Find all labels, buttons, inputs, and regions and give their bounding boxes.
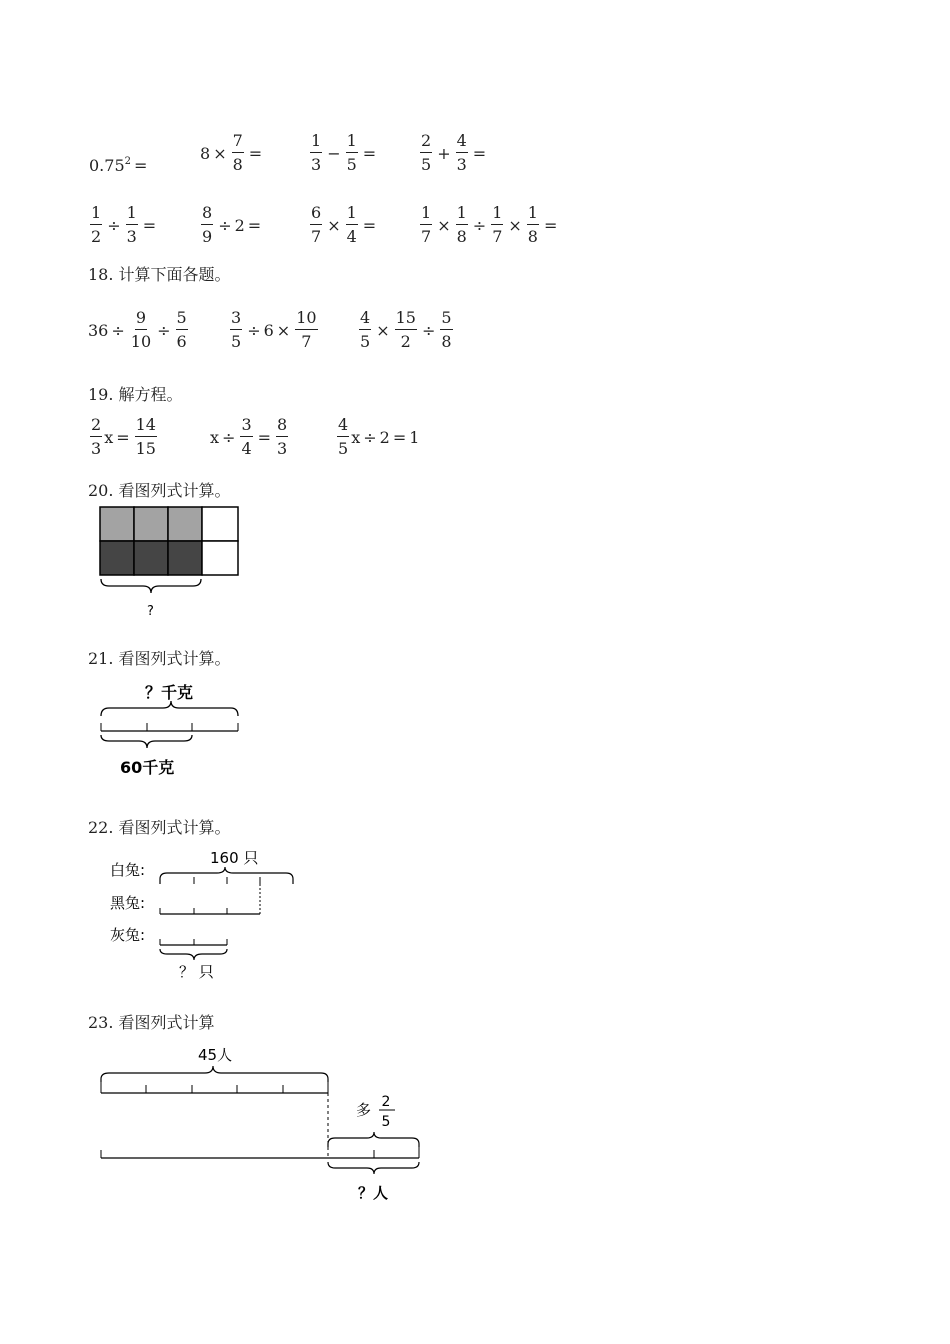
q21-title: 21. 看图列式计算。: [88, 649, 231, 668]
q23-more-label: 多: [356, 1101, 372, 1119]
expr-r2-3: $\frac{6}{7}$ × $\frac{1}{4}$ =: [311, 203, 377, 246]
q22-title: 22. 看图列式计算。: [88, 818, 231, 837]
q23-diagram: [95, 1040, 435, 1210]
q18-title: 18. 计算下面各题。: [88, 265, 231, 284]
expr-r2-1: $\frac{1}{2}$ ÷ $\frac{1}{3}$ =: [91, 203, 157, 246]
q18-expr-3: $\frac{4}{5}$ × $\frac{15}{2}$ ÷ $\frac{5}{8}$: [360, 308, 452, 351]
q23-top-label: 45人: [198, 1046, 233, 1064]
q20-title: 20. 看图列式计算。: [88, 481, 231, 500]
q21-diagram: [95, 678, 255, 783]
q19-title: 19. 解方程。: [88, 385, 183, 404]
q21-top-label: ？千克: [145, 683, 194, 702]
q22-top-label: 160 只: [210, 849, 259, 867]
q23-frac-denominator: 5: [381, 1114, 391, 1130]
q19-expr-1: $\frac{2}{3}$ x = $\frac{14}{15}$: [91, 415, 156, 458]
q23-title: 23. 看图列式计算: [88, 1013, 215, 1032]
expr-r1-2: 8 × $\frac{7}{8}$ =: [200, 131, 263, 174]
q19-expr-2: x ÷ $\frac{3}{4}$ = $\frac{8}{3}$: [210, 415, 288, 458]
q22-white-label: 白兔:: [110, 861, 146, 879]
q23-frac-numerator: 2: [381, 1094, 391, 1110]
expr-r1-3: $\frac{1}{3}$ − $\frac{1}{5}$ =: [311, 131, 377, 174]
q23-bottom-label: ？人: [358, 1184, 389, 1202]
q21-bottom-label: 60千克: [120, 758, 175, 777]
q22-diagram: [105, 846, 305, 986]
q22-grey-label: 灰兔:: [110, 926, 146, 944]
q22-bottom-label: ？ 只: [179, 963, 214, 981]
expr-r1-1: 0.75 $^2$ =: [89, 156, 148, 175]
q22-black-label: 黑兔:: [110, 894, 146, 912]
expr-r1-4: $\frac{2}{5}$ + $\frac{4}{3}$ =: [421, 131, 487, 174]
expr-r2-2: $\frac{8}{9}$ ÷ 2 =: [202, 203, 262, 246]
q18-expr-2: $\frac{3}{5}$ ÷ 6 × $\frac{10}{7}$: [231, 308, 317, 351]
q20-question: ?: [147, 604, 154, 619]
q18-expr-1: 36 ÷ $\frac{9}{10}$ ÷ $\frac{5}{6}$: [88, 308, 187, 351]
expr-r2-4: $\frac{1}{7}$ × $\frac{1}{8}$ ÷ $\frac{1}{7}$ × $\frac{1}{8}$ =: [421, 203, 558, 246]
q19-expr-3: $\frac{4}{5}$ x ÷ 2 = 1: [338, 415, 420, 458]
q20-diagram: [95, 503, 245, 623]
